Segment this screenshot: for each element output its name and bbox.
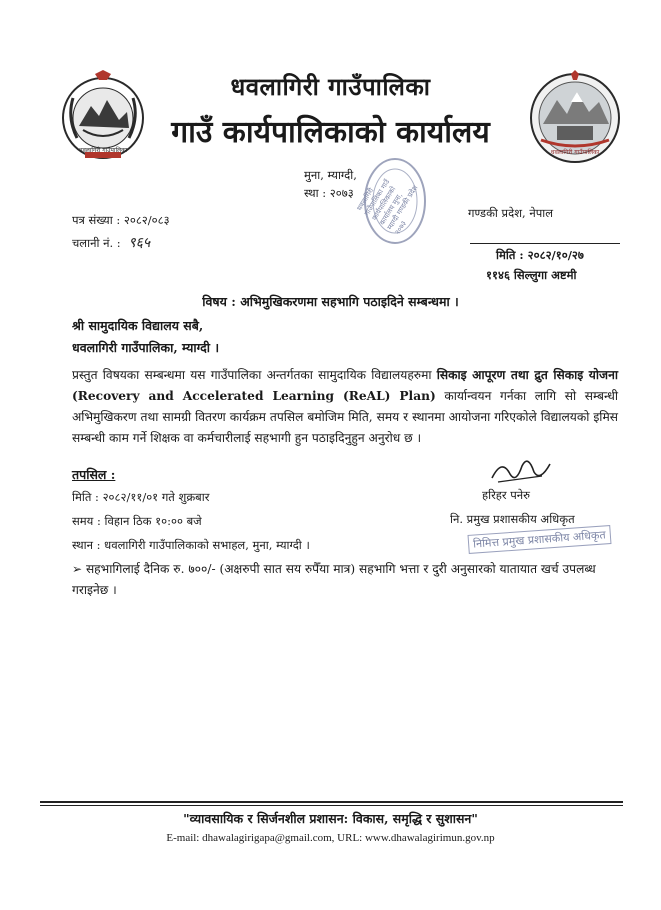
schedule-date: मिति : २०८२/११/०१ गते शुक्रबार [72,490,210,504]
addressee-line-2: धवलागिरी गाउँपालिका, म्याग्दी । [72,340,220,355]
province-label: गण्डकी प्रदेश, नेपाल [468,206,554,220]
body-part-1: प्रस्तुत विषयका सम्बन्धमा यस गाउँपालिका अन्तर्गतका सामुदायिक विद्यालयहरुमा [72,368,437,382]
allowance-note [72,559,612,601]
footer-contact: E-mail: dhawalagirigapa@gmail.com, URL: www.dhawalagirimun.gov.np [166,832,495,844]
office-stamp [355,155,430,250]
body-part-2: कार्यान्वयन गर्नका लागि सो सम्बन्धी अभिमुखिकरण तथा सामग्री वितरण कार्यक्रम तपसिल बमोजिम मिति, समय र स्थानमा आयोजना गरिएकोले विद्यालयको इमिस सम्बन्धी काम गर्ने शिक्षक वा कर्मचारीलाई सहभागी हुन पठाइदिनुहुन अनुरोध छ । [72,389,618,445]
letter-body [72,365,618,449]
signature-scribble [488,456,554,490]
office-title: धवलागिरी गाउँपालिका [230,72,431,101]
schedule-venue: स्थान : धवलागिरी गाउँपालिकाको सभाहल, मुना, म्याग्दी । [72,538,310,552]
emblem-label: धवलागिरी गाउँपालिका [78,147,128,154]
established-year: स्था : २०७३ [304,186,354,200]
dispatch-number [72,233,150,252]
addressee-line-1: श्री सामुदायिक विद्यालय सबै, [72,318,204,333]
stamp-text: धवलागिरी गाउँपालिका गाउँ कार्यपालिकाको कार्यालय मुना, म्याग्दी गण्डकी प्रदेश २०७३ [355,178,420,237]
footer-motto: "व्यावसायिक र सिर्जनशील प्रशासन: विकास, समृद्धि र सुशासन" [183,811,478,826]
designation-stamp: निमित्त प्रमुख प्रशासकीय अधिकृत [468,525,612,554]
schedule-time: समय : विहान ठिक १०:०० बजे [72,514,202,528]
address-line-1: मुना, म्याग्दी, [304,168,357,182]
allowance-note-text: सहभागिलाई दैनिक रु. ७००/- (अक्षरुपी सात सय रुपैँया मात्र) सहभागि भत्ता र दुरी अनुसारको यातायात खर्च उपलब्ध गराइनेछ । [72,562,596,597]
bullet-arrow-icon: ➢ [72,562,83,576]
schedule-heading: तपसिल : [72,467,116,482]
dispatch-number-label: चलानी नं. : [72,236,121,250]
date-rule [470,243,620,244]
signatory-name: हरिहर पनेरु [482,488,531,502]
dispatch-number-value: ९६५ [128,235,151,251]
letter-number: पत्र संख्या : २०८२/०८३ [72,213,170,227]
footer-rule [40,801,623,803]
letter-subject: विषय : अभिमुखिकरणमा सहभागि पठाइदिने सम्बन्धमा । [202,294,459,309]
signatory-designation: नि. प्रमुख प्रशासकीय अधिकृत [450,512,575,526]
letter-date: मिति : २०८२/१०/२७ [496,248,584,262]
program-name: सिकाइ आपूरण तथा द्रुत सिकाइ योजना (Recovery and Accelerated Learning (ReAL) Plan) [72,368,618,403]
logo-label: धवलागिरी गाउँपालिका [550,149,600,156]
lunar-date: ११४६ सिल्लुगा अष्टमी [486,268,577,282]
footer-rule-thin [40,805,623,806]
office-subtitle: गाउँ कार्यपालिकाको कार्यालय [171,115,490,150]
